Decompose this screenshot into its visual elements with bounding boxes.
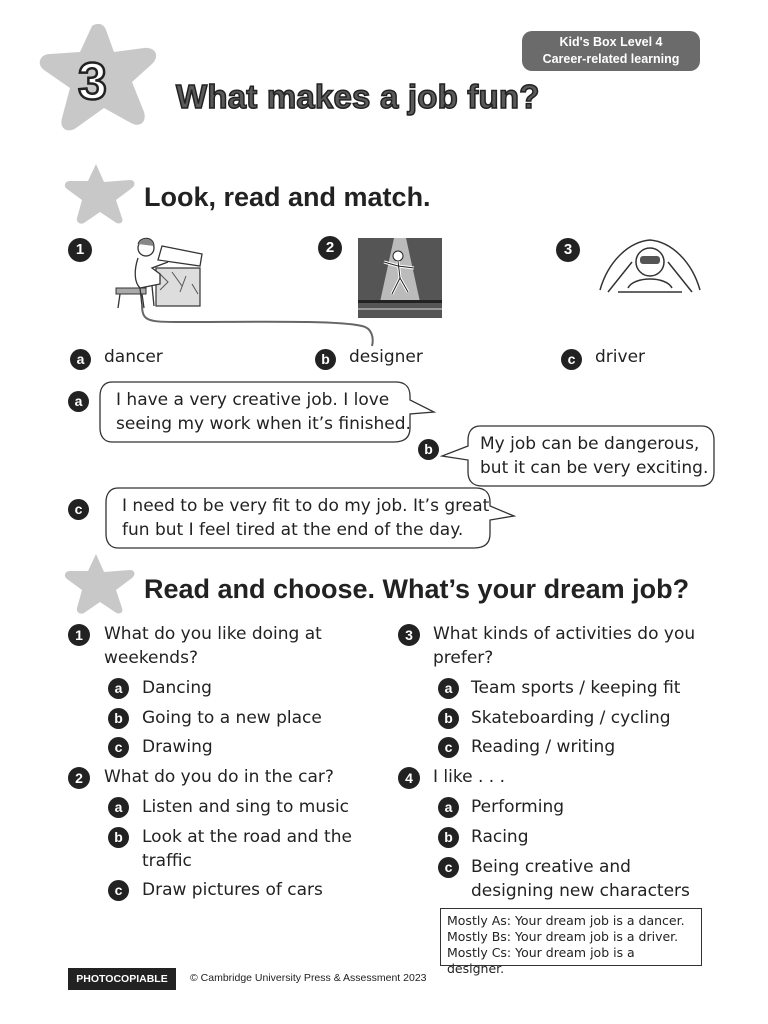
designer-picture [112,234,208,310]
q1-option-a: Dancing [142,678,212,698]
q4-option-letter-b: b [438,827,459,848]
word-driver: driver [595,347,646,367]
q3-option-letter-b: b [438,708,459,729]
copyright-text: © Cambridge University Press & Assessment 2023 [190,972,427,984]
q3-option-a: Team sports / keeping fit [471,678,681,698]
word-letter-c: c [561,349,582,370]
picture-number-2: 2 [318,236,342,260]
q1-option-c: Drawing [142,737,213,757]
word-letter-a: a [70,349,91,370]
q2-option-letter-a: a [108,797,129,818]
course-tag [522,31,700,71]
q4-option-c: Being creative and designing new characters [471,857,690,901]
q2-option-b: Look at the road and the traffic [142,827,352,871]
q1-option-letter-b: b [108,708,129,729]
word-designer: designer [349,347,423,367]
unit-number: 3 [78,53,107,111]
bubble-letter-b: b [418,439,439,460]
driver-picture [598,232,702,296]
q1-option-b: Going to a new place [142,708,322,728]
question-number-1: 1 [68,624,90,646]
word-dancer: dancer [104,347,163,367]
q4-option-b: Racing [471,827,529,847]
course-tag-line-1: Kid's Box Level 4 [559,35,663,49]
bubble-a-text: I have a very creative job. I love seeing my work when it’s finished. [116,390,411,434]
result-line: Mostly Cs: Your dream job is a designer. [447,945,635,976]
section-2-heading: Read and choose. What’s your dream job? [144,574,690,604]
word-letter-b: b [315,349,336,370]
question-number-2: 2 [68,767,90,789]
results-box [440,908,702,976]
q2-option-a: Listen and sing to music [142,797,350,817]
question-number-3: 3 [398,624,420,646]
question-number-4: 4 [398,767,420,789]
photocopiable-badge: PHOTOCOPIABLE [68,968,176,990]
bubble-c-text: I need to be very fit to do my job. It’s great fun but I feel tired at the end of the day. [122,496,490,540]
question-3-text: What kinds of activities do you prefer? [433,624,696,668]
q2-option-letter-c: c [108,880,129,901]
q3-option-c: Reading / writing [471,737,616,757]
picture-number-3: 3 [556,238,580,262]
q2-option-letter-b: b [108,827,129,848]
bubble-letter-c: c [68,499,89,520]
q4-option-letter-c: c [438,857,459,878]
q1-option-letter-c: c [108,737,129,758]
section-1-heading: Look, read and match. [144,182,431,212]
q1-option-letter-a: a [108,678,129,699]
question-2-text: What do you do in the car? [104,767,334,787]
q3-option-b: Skateboarding / cycling [471,708,671,728]
q2-option-c: Draw pictures of cars [142,880,323,900]
bubble-b-text: My job can be dangerous, but it can be very exciting. [480,434,709,478]
section-star-icon [64,162,136,226]
result-line: Mostly Bs: Your dream job is a driver. [447,929,679,944]
q4-option-letter-a: a [438,797,459,818]
picture-number-1: 1 [68,238,92,262]
bubble-letter-a: a [68,391,89,412]
q3-option-letter-c: c [438,737,459,758]
matching-line [136,300,382,350]
page-title: What makes a job fun? [176,78,540,115]
course-tag-line-2: Career-related learning [542,52,680,66]
q4-option-a: Performing [471,797,565,817]
result-line: Mostly As: Your dream job is a dancer. [447,913,685,928]
question-4-text: I like . . . [433,767,505,787]
question-1-text: What do you like doing at weekends? [104,624,322,668]
section-star-icon [64,552,136,616]
q3-option-letter-a: a [438,678,459,699]
